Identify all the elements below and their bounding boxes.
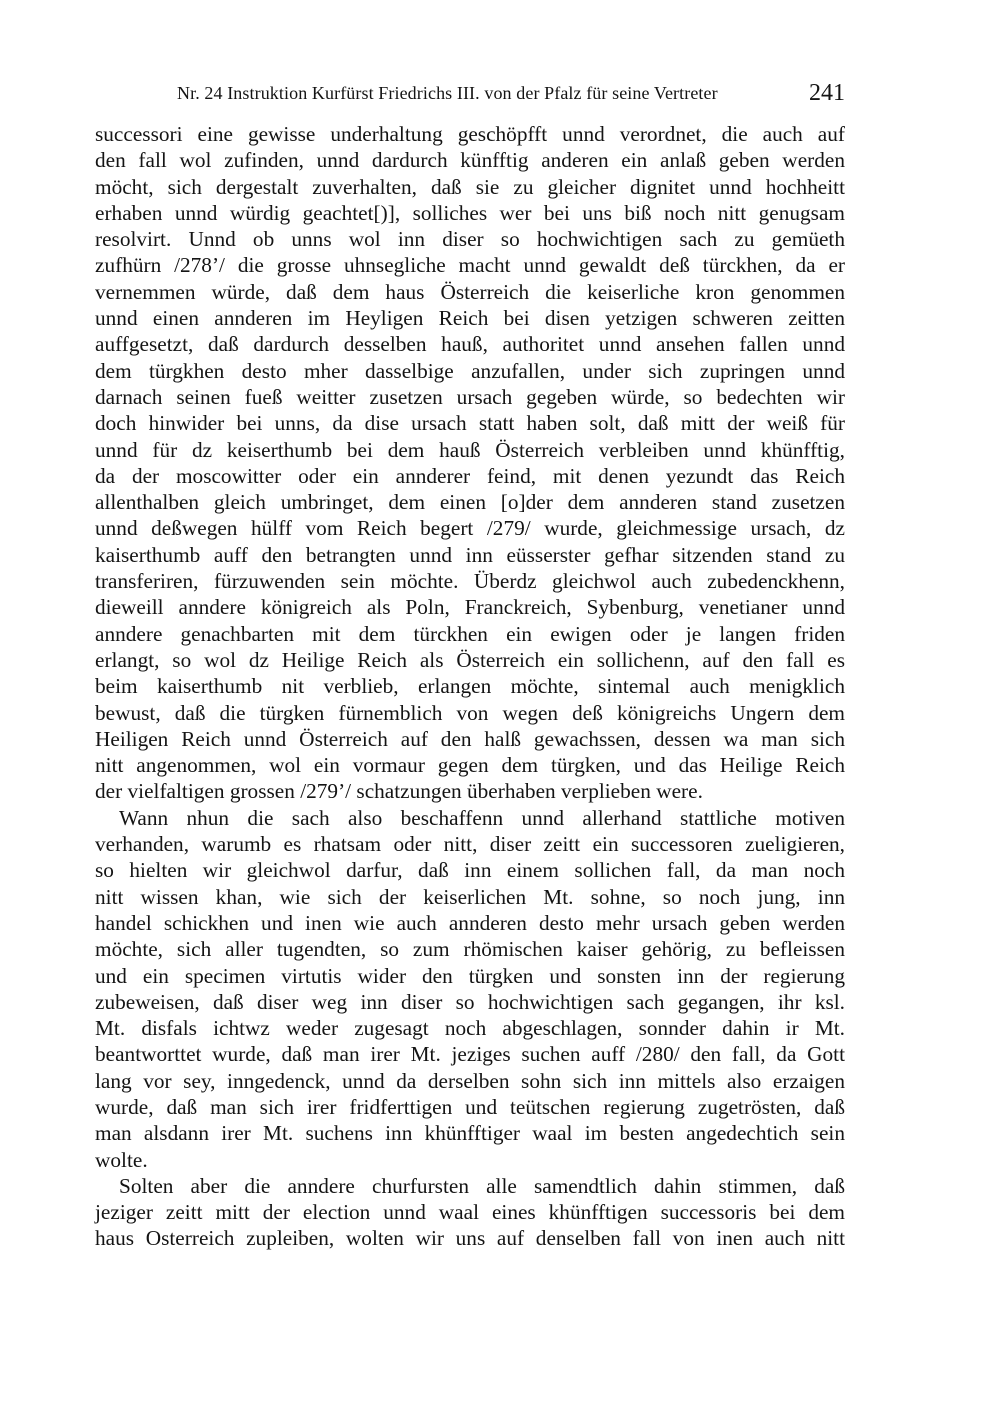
text-line: bewust, daß die türgken fürnemblich von wegen deß königreichs Ungern dem [95, 700, 845, 725]
text-line: so hielten wir gleichwol darfur, daß inn einem sollichen fall, da man noch [95, 858, 845, 883]
text-line: handel schickhen und inen wie auch annderen desto mehr ursach geben werden [95, 910, 845, 935]
text-line: zubeweisen, daß diser weg inn diser so hochwichtigen sach gegangen, ihr ksl. [95, 989, 845, 1014]
text-line: erhaben unnd würdig geachtet[)], solliches wer bei uns biß noch nitt genugsam [95, 200, 845, 225]
text-line: doch hinwider bei unns, da dise ursach statt haben solt, daß mitt der weiß für [95, 411, 845, 436]
text-line: nitt wissen khan, wie sich der keiserlichen Mt. sohne, so noch jung, inn [95, 884, 845, 909]
text-line: dem türgkhen desto mher dasselbige anzufallen, under sich zupringen unnd [95, 358, 845, 383]
text-line: Solten aber die anndere churfursten alle samendtlich dahin stimmen, daß [119, 1173, 845, 1198]
text-line: dieweill anndere königreich als Poln, Franckreich, Sybenburg, venetianer unnd [95, 595, 845, 620]
text-line: beim kaiserthumb nit verblieb, erlangen möchte, sintemal auch menigklich [95, 674, 845, 699]
text-line: lang vor sey, inngedenck, unnd da derselben sohn sich inn mittels also erzaigen [95, 1068, 845, 1093]
running-head [95, 80, 845, 108]
body-text [95, 121, 845, 1252]
text-line: wurde, daß man sich irer fridferttigen und teütschen regierung zugetrösten, daß [95, 1094, 845, 1119]
page-number: 241 [809, 80, 845, 106]
text-line: nitt angenommen, wol ein vormaur gegen dem türgken, und das Heilige Reich [95, 753, 845, 778]
text-line: möcht, sich dergestalt zuverhalten, daß sie zu gleicher dignitet unnd hochheitt [95, 174, 845, 199]
text-line: möchte, sich aller tugendten, so zum rhömischen kaiser gehörig, zu befleissen [95, 937, 845, 962]
text-line: anndere genachbarten mit dem türckhen ein ewigen oder je langen friden [95, 621, 845, 646]
text-line: auffgesetzt, daß dardurch desselben hauß, authoritet unnd ansehen fallen unnd [95, 332, 845, 357]
text-line: erlangt, so wol dz Heilige Reich als Österreich ein sollichenn, auf den fall es [95, 647, 845, 672]
text-line: und ein specimen virtutis wider den türgken und sonsten inn der regierung [95, 963, 845, 988]
text-line: beantworttet wurde, daß man irer Mt. jeziges suchen auff /280/ den fall, da Gott [95, 1042, 845, 1067]
text-line: Heiligen Reich unnd Österreich auf den halß gewachssen, dessen wa man sich [95, 726, 845, 751]
text-line: kaiserthumb auff den betrangten unnd inn eüsserster gefhar sitzenden stand zu [95, 542, 845, 567]
text-line: Wann nhun die sach also beschaffenn unnd allerhand stattliche motiven [119, 805, 845, 830]
text-line: der vielfaltigen grossen /279’/ schatzungen überhaben verplieben were. [95, 779, 703, 804]
text-line: vernemmen würde, daß dem haus Österreich die keiserliche kron genommen [95, 279, 845, 304]
text-line: darnach seinen fueß weitter zusetzen ursach gegeben würde, so bedechten wir [95, 384, 845, 409]
text-line: allenthalben gleich umbringet, dem einen [o]der dem annderen stand zusetzen [95, 490, 845, 515]
text-line: unnd für dz keiserthumb bei dem hauß Österreich verbleiben unnd khünfftig, [95, 437, 845, 462]
text-line: jeziger zeitt mitt der election unnd waal eines khünfftigen successoris bei dem [95, 1200, 845, 1225]
text-line: den fall wol zufinden, unnd dardurch künfftig anderen ein anlaß geben werden [95, 148, 845, 173]
text-line: Mt. disfals ichtwz weder zugesagt noch abgeschlagen, sonnder dahin ir Mt. [95, 1016, 845, 1041]
text-line: unnd einen annderen im Heyligen Reich bei disen yetzigen schweren zeitten [95, 306, 845, 331]
text-line: man alsdann irer Mt. suchens inn khünfftiger waal im besten angedechtich sein [95, 1121, 845, 1146]
text-line: verhanden, warumb es rhatsam oder nitt, diser zeitt ein successoren zueligieren, [95, 832, 845, 857]
text-line: resolvirt. Unnd ob unns wol inn diser so hochwichtigen sach zu gemüeth [95, 227, 845, 252]
text-line: successori eine gewisse underhaltung geschöpfft unnd verordnet, die auch auf [95, 122, 845, 146]
running-title: Nr. 24 Instruktion Kurfürst Friedrichs III. von der Pfalz für seine Vertreter [177, 83, 718, 103]
text-line: zufhürn /278’/ die grosse uhnsegliche macht unnd gewaldt deß türckhen, da er [95, 253, 845, 278]
text-line: wolte. [95, 1147, 148, 1172]
text-line: da der moscowitter oder ein annderer feind, mit denen yezundt das Reich [95, 463, 845, 488]
text-line: haus Osterreich zupleiben, wolten wir uns auf denselben fall von inen auch nitt [95, 1226, 845, 1251]
text-line: unnd deßwegen hülff vom Reich begert /279/ wurde, gleichmessige ursach, dz [95, 516, 845, 541]
text-line: transferiren, fürzuwenden sein möchte. Überdz gleichwol auch zubedenckhenn, [95, 569, 845, 594]
